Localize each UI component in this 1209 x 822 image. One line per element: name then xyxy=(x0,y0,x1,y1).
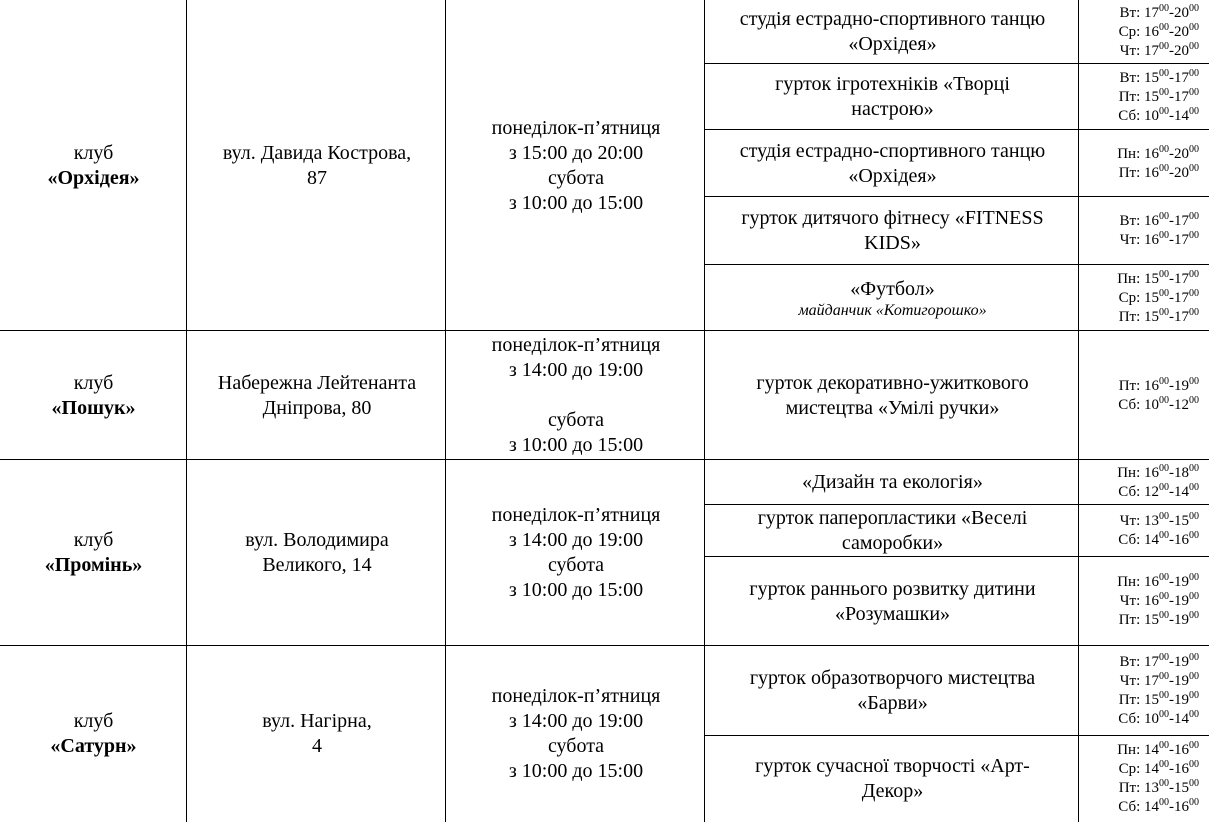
schedule-cell xyxy=(1080,130,1209,197)
schedule-start-min: 00 xyxy=(1159,287,1169,299)
club-label: клуб xyxy=(73,710,114,732)
schedule-start: Сб: 10 xyxy=(1118,107,1159,124)
schedule-start: Ср: 16 xyxy=(1118,23,1159,40)
schedule-end: -16 xyxy=(1169,761,1189,777)
schedule-end-min: 00 xyxy=(1189,211,1199,222)
schedule-end: -14 xyxy=(1169,711,1189,727)
schedule-end: -17 xyxy=(1169,88,1189,105)
schedule-start-min: 00 xyxy=(1159,211,1169,222)
schedule-start: Пт: 16 xyxy=(1118,164,1159,181)
schedule-end: -18 xyxy=(1169,464,1189,481)
schedule-entry xyxy=(1080,212,1199,231)
schedule-start-min: 00 xyxy=(1159,143,1169,155)
schedule-entry xyxy=(1080,145,1199,164)
schedule-start: Пн: 16 xyxy=(1117,464,1159,481)
schedule-start-min: 00 xyxy=(1159,481,1169,493)
schedule-start: Пт: 13 xyxy=(1118,780,1159,796)
schedule-entry xyxy=(1080,270,1199,289)
schedule-entry xyxy=(1080,377,1199,396)
schedule-end-min: 00 xyxy=(1189,652,1199,663)
schedule-end-min: 00 xyxy=(1189,21,1199,33)
schedule-start-min: 00 xyxy=(1159,797,1169,808)
schedule-end: -19 xyxy=(1169,673,1189,689)
schedule-start: Пт: 15 xyxy=(1118,308,1159,325)
group-title-line: гурток сучасної творчості «Арт- xyxy=(755,755,1030,777)
club-label: клуб xyxy=(73,529,114,551)
hours-line: з 10:00 до 15:00 xyxy=(508,579,644,601)
hours-line: понеділок-п’ятниця xyxy=(491,116,661,139)
schedule-start-min: 00 xyxy=(1159,530,1169,541)
group-title-line: KIDS» xyxy=(864,232,921,254)
schedule-start: Сб: 10 xyxy=(1118,711,1159,727)
schedule-entry xyxy=(1080,653,1199,672)
schedule-end: -20 xyxy=(1169,4,1189,21)
schedule-end: -17 xyxy=(1169,308,1189,325)
schedule-start-min: 00 xyxy=(1159,394,1169,406)
schedule-end: -14 xyxy=(1169,483,1189,500)
schedule-end-min: 00 xyxy=(1189,591,1199,602)
schedule-end-min: 00 xyxy=(1189,462,1199,474)
schedule-end: -20 xyxy=(1169,164,1189,181)
schedule-entry xyxy=(1080,741,1199,760)
address-cell xyxy=(188,0,446,331)
group-title-line: гурток дитячого фітнесу «FITNESS xyxy=(741,207,1044,229)
hours-line: з 10:00 до 15:00 xyxy=(508,760,644,782)
schedule-end-min: 00 xyxy=(1189,162,1199,174)
address-line: вул. Володимира xyxy=(245,529,389,551)
schedule-end: -19 xyxy=(1169,377,1189,394)
group-cell xyxy=(706,331,1079,460)
schedule-start: Пн: 14 xyxy=(1117,742,1159,758)
group-cell xyxy=(706,64,1079,130)
schedule-start-min: 00 xyxy=(1159,740,1169,751)
group-title-line: «Орхідея» xyxy=(848,164,937,187)
schedule-start: Вт: 16 xyxy=(1119,213,1159,229)
schedule-entry xyxy=(1080,42,1199,61)
club-cell xyxy=(0,646,187,822)
hours-line: з 14:00 до 19:00 xyxy=(508,529,644,551)
address-line: Великого, 14 xyxy=(262,554,372,576)
group-title-line: гурток раннього розвитку дитини xyxy=(749,577,1036,600)
schedule-end-min: 00 xyxy=(1189,230,1199,241)
address-line: Дніпрова, 80 xyxy=(262,396,372,419)
group-cell xyxy=(706,130,1079,197)
schedule-entry xyxy=(1080,231,1199,250)
schedule-start: Сб: 14 xyxy=(1118,799,1159,815)
schedule-end: -16 xyxy=(1169,799,1189,815)
schedule-end-min: 00 xyxy=(1189,530,1199,541)
schedule-start-min: 00 xyxy=(1159,610,1169,621)
schedule-start: Чт: 13 xyxy=(1119,513,1159,529)
schedule-cell xyxy=(1080,331,1209,460)
schedule-cell xyxy=(1080,64,1209,130)
schedule-end-min: 00 xyxy=(1189,86,1199,98)
schedule-cell xyxy=(1080,505,1209,557)
schedule-start-min: 00 xyxy=(1159,511,1169,522)
schedule-start: Чт: 17 xyxy=(1119,42,1159,59)
schedule-end-min: 00 xyxy=(1189,572,1199,583)
schedule-end: -19 xyxy=(1169,574,1189,590)
schedule-end-min: 00 xyxy=(1189,671,1199,682)
schedule-start-min: 00 xyxy=(1159,67,1169,79)
schedule-entry xyxy=(1080,396,1199,415)
schedule-entry xyxy=(1080,69,1199,88)
schedule-start: Чт: 16 xyxy=(1119,232,1159,248)
schedule-cell xyxy=(1080,265,1209,331)
schedule-entry xyxy=(1080,483,1199,502)
club-label: клуб xyxy=(73,371,114,394)
address-cell xyxy=(188,646,446,822)
hours-line: субота xyxy=(547,735,605,757)
club-cell xyxy=(0,0,187,331)
schedule-start: Сб: 10 xyxy=(1118,396,1159,413)
group-title-line: «Барви» xyxy=(857,692,928,714)
schedule-start-min: 00 xyxy=(1159,671,1169,682)
address-line: 4 xyxy=(312,735,322,757)
schedule-end-min: 00 xyxy=(1189,797,1199,808)
schedule-start: Ср: 15 xyxy=(1118,289,1159,306)
schedule-start-min: 00 xyxy=(1159,40,1169,52)
group-title-line: «Дизайн та екологія» xyxy=(802,471,983,493)
hours-line: з 10:00 до 15:00 xyxy=(508,191,644,214)
group-title-line: гурток паперопластики «Веселі xyxy=(757,507,1028,529)
hours-line: з 10:00 до 15:00 xyxy=(508,434,644,456)
schedule-end-min: 00 xyxy=(1189,2,1199,14)
schedule-end: -17 xyxy=(1169,232,1189,248)
schedule-entry xyxy=(1080,779,1199,798)
hours-line: понеділок-п’ятниця xyxy=(491,334,661,356)
schedule-start-min: 00 xyxy=(1159,778,1169,789)
schedule-start: Вт: 17 xyxy=(1119,4,1159,21)
schedule-end: -19 xyxy=(1169,612,1189,628)
schedule-end: -14 xyxy=(1169,107,1189,124)
schedule-end: -20 xyxy=(1169,145,1189,162)
schedule-end-min: 00 xyxy=(1189,690,1199,701)
group-title-line: саморобки» xyxy=(841,532,944,554)
schedule-entry xyxy=(1080,164,1199,183)
address-cell xyxy=(188,460,446,646)
schedule-start: Чт: 17 xyxy=(1119,673,1159,689)
hours-line: з 15:00 до 20:00 xyxy=(508,141,644,164)
schedule-end: -15 xyxy=(1169,780,1189,796)
schedule-start: Вт: 15 xyxy=(1119,69,1159,86)
schedule-entry xyxy=(1080,88,1199,107)
group-title-line: гурток образотворчого мистецтва xyxy=(749,667,1036,689)
schedule-cell xyxy=(1080,736,1209,822)
schedule-start-min: 00 xyxy=(1159,230,1169,241)
schedule-start: Пн: 16 xyxy=(1117,574,1159,590)
group-title-line: гурток декоративно-ужиткового xyxy=(756,371,1029,394)
group-title-line: гурток ігротехніків «Творці xyxy=(775,73,1010,95)
schedule-start-min: 00 xyxy=(1159,591,1169,602)
schedule-start-min: 00 xyxy=(1159,690,1169,701)
club-name: «Орхідея» xyxy=(47,166,140,189)
schedule-end: -15 xyxy=(1169,513,1189,529)
schedule-end-min: 00 xyxy=(1189,40,1199,52)
schedule-end-min: 00 xyxy=(1189,105,1199,117)
hours-cell xyxy=(447,0,705,331)
address-line: Набережна Лейтенанта xyxy=(217,371,417,394)
schedule-start-min: 00 xyxy=(1159,268,1169,280)
schedule-entry xyxy=(1080,531,1199,550)
schedule-entry xyxy=(1080,672,1199,691)
schedule-cell xyxy=(1080,557,1209,646)
hours-cell xyxy=(447,646,705,822)
schedule-start-min: 00 xyxy=(1159,709,1169,720)
schedule-cell xyxy=(1080,460,1209,505)
schedule-start-min: 00 xyxy=(1159,21,1169,33)
schedule-start: Пт: 15 xyxy=(1118,692,1159,708)
schedule-entry xyxy=(1080,289,1199,308)
group-title-line: «Футбол» xyxy=(850,277,935,300)
hours-line: субота xyxy=(547,554,605,576)
schedule-end: -12 xyxy=(1169,396,1189,413)
schedule-start-min: 00 xyxy=(1159,306,1169,318)
schedule-end-min: 00 xyxy=(1189,511,1199,522)
group-cell xyxy=(706,557,1079,646)
schedule-end: -19 xyxy=(1169,654,1189,670)
schedule-start: Пт: 16 xyxy=(1118,377,1159,394)
group-title-line: студія естрадно-спортивного танцю xyxy=(739,139,1046,162)
club-cell xyxy=(0,331,187,460)
club-cell xyxy=(0,460,187,646)
group-title-line: «Орхідея» xyxy=(848,33,937,55)
hours-line: субота xyxy=(547,409,605,431)
address-line: вул. Давида Кострова, xyxy=(222,141,412,164)
schedule-end-min: 00 xyxy=(1189,759,1199,770)
schedule-start-min: 00 xyxy=(1159,462,1169,474)
hours-line: субота xyxy=(547,166,605,189)
schedule-start: Ср: 14 xyxy=(1118,761,1159,777)
schedule-end: -17 xyxy=(1169,69,1189,86)
schedule-start: Сб: 14 xyxy=(1118,532,1159,548)
schedule-start-min: 00 xyxy=(1159,759,1169,770)
schedule-entry xyxy=(1080,308,1199,327)
group-cell xyxy=(706,505,1079,557)
club-name: «Пошук» xyxy=(51,396,136,419)
schedule-cell xyxy=(1080,0,1209,64)
schedule-end-min: 00 xyxy=(1189,375,1199,387)
schedule-end: -19 xyxy=(1169,692,1189,708)
group-cell xyxy=(706,0,1079,64)
group-title-line: Декор» xyxy=(861,780,924,802)
schedule-end-min: 00 xyxy=(1189,287,1199,299)
group-title-line: «Розумашки» xyxy=(834,602,951,625)
schedule-entry xyxy=(1080,512,1199,531)
group-title-line: мистецтва «Умілі ручки» xyxy=(785,396,1000,419)
schedule-entry xyxy=(1080,4,1199,23)
schedule-start-min: 00 xyxy=(1159,2,1169,14)
schedule-start-min: 00 xyxy=(1159,86,1169,98)
schedule-start-min: 00 xyxy=(1159,652,1169,663)
schedule-start: Пт: 15 xyxy=(1118,612,1159,628)
schedule-start-min: 00 xyxy=(1159,572,1169,583)
hours-cell xyxy=(447,460,705,646)
address-line: 87 xyxy=(307,166,327,189)
hours-line: з 14:00 до 19:00 xyxy=(508,710,644,732)
schedule-end-min: 00 xyxy=(1189,394,1199,406)
schedule-end-min: 00 xyxy=(1189,709,1199,720)
schedule-end: -17 xyxy=(1169,289,1189,306)
schedule-entry xyxy=(1080,464,1199,483)
schedule-start: Сб: 12 xyxy=(1118,483,1159,500)
schedule-entry xyxy=(1080,710,1199,729)
schedule-entry xyxy=(1080,23,1199,42)
hours-cell xyxy=(447,331,705,460)
schedule-entry xyxy=(1080,691,1199,710)
schedule-end: -20 xyxy=(1169,23,1189,40)
schedule-start-min: 00 xyxy=(1159,105,1169,117)
schedule-end-min: 00 xyxy=(1189,268,1199,280)
address-line: вул. Нагірна, xyxy=(262,710,372,732)
group-title-line: настрою» xyxy=(851,98,934,120)
address-cell xyxy=(188,331,446,460)
schedule-end: -16 xyxy=(1169,742,1189,758)
group-venue: майданчик «Котигорошко» xyxy=(798,301,987,319)
schedule-end: -17 xyxy=(1169,270,1189,287)
schedule-end-min: 00 xyxy=(1189,143,1199,155)
group-cell xyxy=(706,736,1079,822)
schedule-entry xyxy=(1080,798,1199,817)
schedule-entry xyxy=(1080,611,1199,630)
schedule-entry xyxy=(1080,107,1199,126)
club-name: «Промінь» xyxy=(44,554,143,576)
hours-line: з 14:00 до 19:00 xyxy=(508,359,644,381)
schedule-start: Вт: 17 xyxy=(1119,654,1159,670)
group-cell xyxy=(706,646,1079,736)
schedule-start: Пн: 16 xyxy=(1117,145,1159,162)
schedule-start: Пт: 15 xyxy=(1118,88,1159,105)
group-cell xyxy=(706,197,1079,265)
schedule-end: -16 xyxy=(1169,532,1189,548)
schedule-end: -19 xyxy=(1169,593,1189,609)
group-cell xyxy=(706,460,1079,505)
schedule-cell xyxy=(1080,646,1209,736)
group-cell xyxy=(706,265,1079,331)
hours-line: понеділок-п’ятниця xyxy=(491,685,661,707)
schedule-start-min: 00 xyxy=(1159,162,1169,174)
schedule-start-min: 00 xyxy=(1159,375,1169,387)
schedule-end-min: 00 xyxy=(1189,306,1199,318)
schedule-entry xyxy=(1080,573,1199,592)
schedule-end: -17 xyxy=(1169,213,1189,229)
hours-line: понеділок-п’ятниця xyxy=(491,504,661,526)
club-name: «Сатурн» xyxy=(50,735,137,757)
schedule-end-min: 00 xyxy=(1189,67,1199,79)
club-label: клуб xyxy=(73,141,114,164)
schedule-entry xyxy=(1080,760,1199,779)
schedule-end: -20 xyxy=(1169,42,1189,59)
schedule-start: Пн: 15 xyxy=(1117,270,1159,287)
schedule-cell xyxy=(1080,197,1209,265)
schedule-end-min: 00 xyxy=(1189,481,1199,493)
group-title-line: студія естрадно-спортивного танцю xyxy=(739,8,1046,30)
schedule-start: Чт: 16 xyxy=(1119,593,1159,609)
schedule-end-min: 00 xyxy=(1189,610,1199,621)
schedule-entry xyxy=(1080,592,1199,611)
schedule-end-min: 00 xyxy=(1189,778,1199,789)
schedule-end-min: 00 xyxy=(1189,740,1199,751)
